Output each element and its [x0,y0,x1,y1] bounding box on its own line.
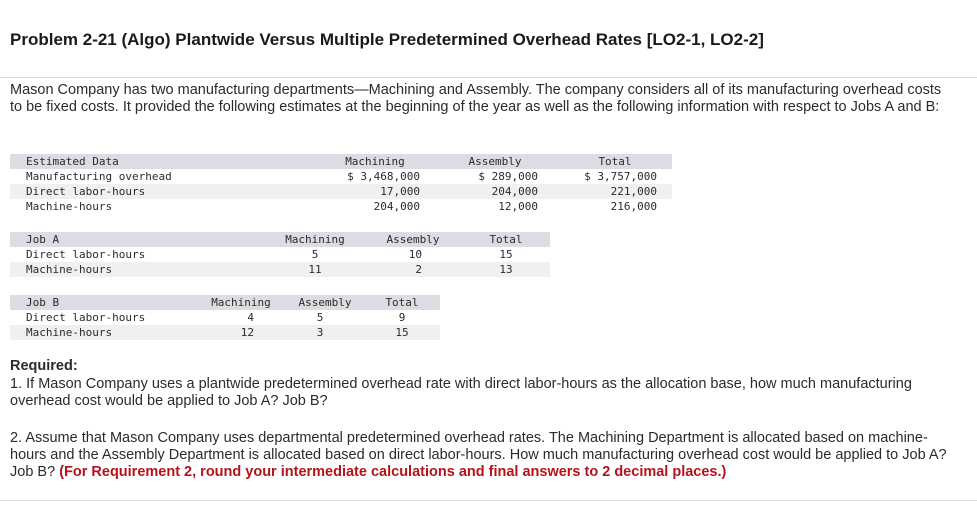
header-machining: Machining [211,296,271,309]
table-row [10,310,440,325]
row-label: Direct labor-hours [26,185,146,198]
cell-assembly: $ 289,000 [478,170,538,183]
table-row [10,247,550,262]
row-label: Machine-hours [26,263,113,276]
cell-machining: 17,000 [380,185,420,198]
header-label: Job B [26,296,60,309]
cell-total: 216,000 [610,200,657,213]
cell-total: 15 [395,326,409,339]
cell-machining: 11 [308,263,322,276]
table-header-row [10,232,550,247]
problem-intro: Mason Company has two manufacturing departments—Machining and Assembly. The company considers all of its manufacturing overhead costs to be fixed costs. It provided the following estimates at the beginning of the year as well as the following information with respect to Jobs A and B: [10,82,942,115]
cell-assembly: 3 [316,326,324,339]
cell-total: 13 [499,263,513,276]
requirement-1: 1. If Mason Company uses a plantwide predetermined overhead rate with direct labor-hours as the allocation base, how much manufacturing overhead cost would be applied to Job A? Job B? [10,376,912,409]
table-header-row [10,154,672,169]
row-label: Machine-hours [26,200,113,213]
row-label: Machine-hours [26,326,113,339]
cell-machining: $ 3,468,000 [347,170,420,183]
requirement-2 [10,430,960,481]
header-assembly: Assembly [386,233,440,246]
problem-title: Problem 2-21 (Algo) Plantwide Versus Multiple Predetermined Overhead Rates [LO2-1, LO2-2] [10,30,764,49]
cell-assembly: 12,000 [498,200,538,213]
table-header-row [10,295,440,310]
header-total: Total [598,155,632,168]
cell-machining: 204,000 [373,200,420,213]
cell-machining: 5 [311,248,319,261]
estimated-data-table [10,154,672,216]
required-heading: Required: [10,358,78,374]
table-row [10,262,550,277]
row-label: Direct labor-hours [26,248,146,261]
header-label: Estimated Data [26,155,119,168]
header-machining: Machining [285,233,345,246]
title-bar [0,0,977,78]
table-row [10,184,672,199]
cell-assembly: 5 [316,311,324,324]
cell-total: $ 3,757,000 [584,170,657,183]
row-label: Manufacturing overhead [26,170,172,183]
cell-machining: 4 [247,311,254,324]
header-machining: Machining [345,155,405,168]
cell-assembly: 204,000 [491,185,538,198]
row-label: Direct labor-hours [26,311,146,324]
requirement-2-text: 2. Assume that Mason Company uses departmental predetermined overhead rates. The Machining Department is allocated based on machine-hours and the Assembly Department is allocated based on direct labor-hours. How much manufacturing overhead cost would be applied to Job A? Job B? [10,430,947,480]
divider [0,500,977,501]
cell-total: 9 [398,311,406,324]
cell-machining: 12 [240,326,254,339]
requirement-2-note: (For Requirement 2, round your intermediate calculations and final answers to 2 decimal places.) [59,464,727,480]
cell-total: 15 [499,248,513,261]
table-row [10,325,440,340]
job-a-table [10,232,550,279]
cell-total: 221,000 [610,185,657,198]
header-assembly: Assembly [468,155,522,168]
cell-assembly: 2 [415,263,422,276]
header-assembly: Assembly [298,296,352,309]
header-label: Job A [26,233,60,246]
header-total: Total [489,233,523,246]
table-row [10,199,672,214]
header-total: Total [385,296,419,309]
cell-assembly: 10 [408,248,422,261]
job-b-table [10,295,440,342]
table-row [10,169,672,184]
